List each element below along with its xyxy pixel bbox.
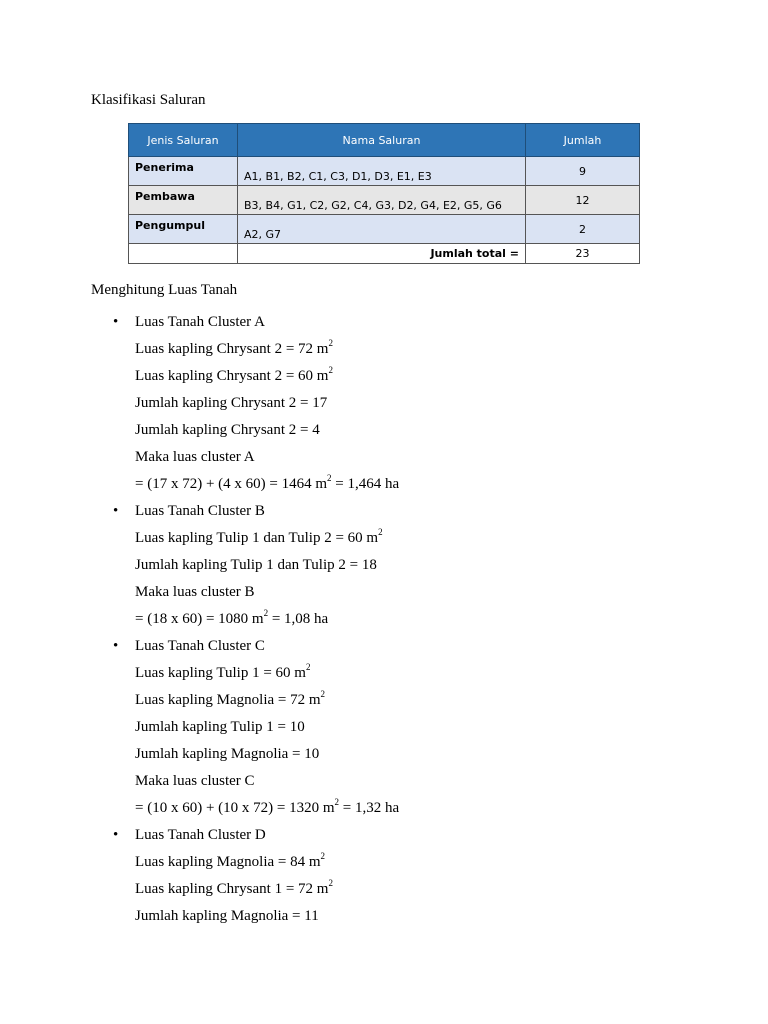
calc-line: [135, 741, 768, 768]
cell-jumlah: 9: [526, 157, 640, 186]
header-jumlah: Jumlah: [526, 124, 640, 157]
calc-line: [135, 606, 768, 633]
cell-nama: A2, G7: [238, 215, 526, 244]
total-value: 23: [526, 244, 640, 264]
calc-text-suffix: = 1,08 ha: [268, 611, 329, 627]
calc-text: Maka luas cluster C: [135, 773, 255, 789]
superscript: 2: [378, 527, 383, 537]
cell-jenis: Pembawa: [129, 186, 238, 215]
calc-text: Luas kapling Tulip 1 = 60 m: [135, 665, 306, 681]
cluster-item: [0, 498, 768, 633]
cell-jenis: Pengumpul: [129, 215, 238, 244]
calc-line: [135, 903, 768, 930]
cell-jumlah: 12: [526, 186, 640, 215]
superscript: 2: [334, 797, 340, 807]
superscript: 2: [320, 689, 326, 699]
calc-text: Jumlah kapling Magnolia = 11: [135, 908, 319, 924]
table-total-row: [129, 244, 640, 264]
calc-line: [135, 444, 768, 471]
calc-text: = (18 x 60) = 1080 m: [135, 611, 264, 627]
calc-line: [135, 660, 768, 687]
calc-text: = (10 x 60) + (10 x 72) = 1320 m: [135, 800, 335, 816]
klasifikasi-saluran-table: [128, 123, 640, 264]
bullet-icon: •: [113, 503, 119, 519]
cell-jenis: Penerima: [129, 157, 238, 186]
cluster-title: Luas Tanah Cluster A: [135, 314, 265, 330]
calc-line: [135, 363, 768, 390]
cluster-title: Luas Tanah Cluster C: [135, 638, 265, 654]
calc-text: Luas kapling Chrysant 2 = 60 m: [135, 368, 329, 384]
cell-empty: [129, 244, 238, 264]
calc-text: Jumlah kapling Magnolia = 10: [135, 746, 320, 762]
calc-line: [135, 876, 768, 903]
cell-nama: A1, B1, B2, C1, C3, D1, D3, E1, E3: [238, 157, 526, 186]
header-nama-saluran: Nama Saluran: [238, 124, 526, 157]
calc-text: Maka luas cluster B: [135, 584, 255, 600]
calc-line: [135, 849, 768, 876]
superscript: 2: [327, 473, 332, 483]
calc-line: [135, 795, 768, 822]
calc-line: [135, 336, 768, 363]
cluster-title: Luas Tanah Cluster B: [135, 503, 265, 519]
bullet-icon: •: [113, 314, 119, 330]
table-row: [129, 215, 640, 244]
calc-line: [135, 687, 768, 714]
calc-line: [135, 417, 768, 444]
calc-text: Luas kapling Tulip 1 dan Tulip 2 = 60 m: [135, 530, 379, 546]
cluster-item: [0, 309, 768, 498]
calc-line: [135, 525, 768, 552]
calc-text: Luas kapling Chrysant 1 = 72 m: [135, 881, 329, 897]
superscript: 2: [263, 608, 269, 618]
superscript: 2: [305, 662, 311, 672]
calc-line: [135, 768, 768, 795]
cell-nama: B3, B4, G1, C2, G2, C4, G3, D2, G4, E2, G5, G6: [238, 186, 526, 215]
calc-text: Luas kapling Magnolia = 72 m: [135, 692, 321, 708]
calc-text: = (17 x 72) + (4 x 60) = 1464 m: [135, 476, 328, 492]
section-title-luas-tanah: Menghitung Luas Tanah: [91, 282, 238, 298]
superscript: 2: [328, 878, 333, 888]
superscript: 2: [328, 338, 333, 348]
calc-line: [135, 471, 768, 498]
bullet-icon: •: [113, 827, 119, 843]
calc-text: Jumlah kapling Chrysant 2 = 4: [135, 422, 320, 438]
calc-line: [135, 714, 768, 741]
table-row: [129, 157, 640, 186]
calc-text: Jumlah kapling Tulip 1 = 10: [135, 719, 305, 735]
header-jenis-saluran: Jenis Saluran: [129, 124, 238, 157]
superscript: 2: [320, 851, 326, 861]
section-title-klasifikasi: Klasifikasi Saluran: [91, 92, 206, 108]
cluster-item: [0, 822, 768, 930]
bullet-icon: •: [113, 638, 119, 654]
calc-text: Luas kapling Magnolia = 84 m: [135, 854, 321, 870]
calc-line: [135, 579, 768, 606]
cell-jumlah: 2: [526, 215, 640, 244]
calc-text: Luas kapling Chrysant 2 = 72 m: [135, 341, 329, 357]
cluster-list: [0, 309, 768, 930]
calc-line: [135, 390, 768, 417]
superscript: 2: [328, 365, 333, 375]
total-label: Jumlah total =: [238, 244, 526, 264]
calc-text: Maka luas cluster A: [135, 449, 255, 465]
table-row: [129, 186, 640, 215]
calc-text-suffix: = 1,32 ha: [339, 800, 400, 816]
cluster-title: Luas Tanah Cluster D: [135, 827, 266, 843]
calc-text-suffix: = 1,464 ha: [331, 476, 400, 492]
cluster-item: [0, 633, 768, 822]
table-header-row: [129, 124, 640, 157]
calc-text: Jumlah kapling Tulip 1 dan Tulip 2 = 18: [135, 557, 377, 573]
calc-line: [135, 552, 768, 579]
calc-text: Jumlah kapling Chrysant 2 = 17: [135, 395, 328, 411]
